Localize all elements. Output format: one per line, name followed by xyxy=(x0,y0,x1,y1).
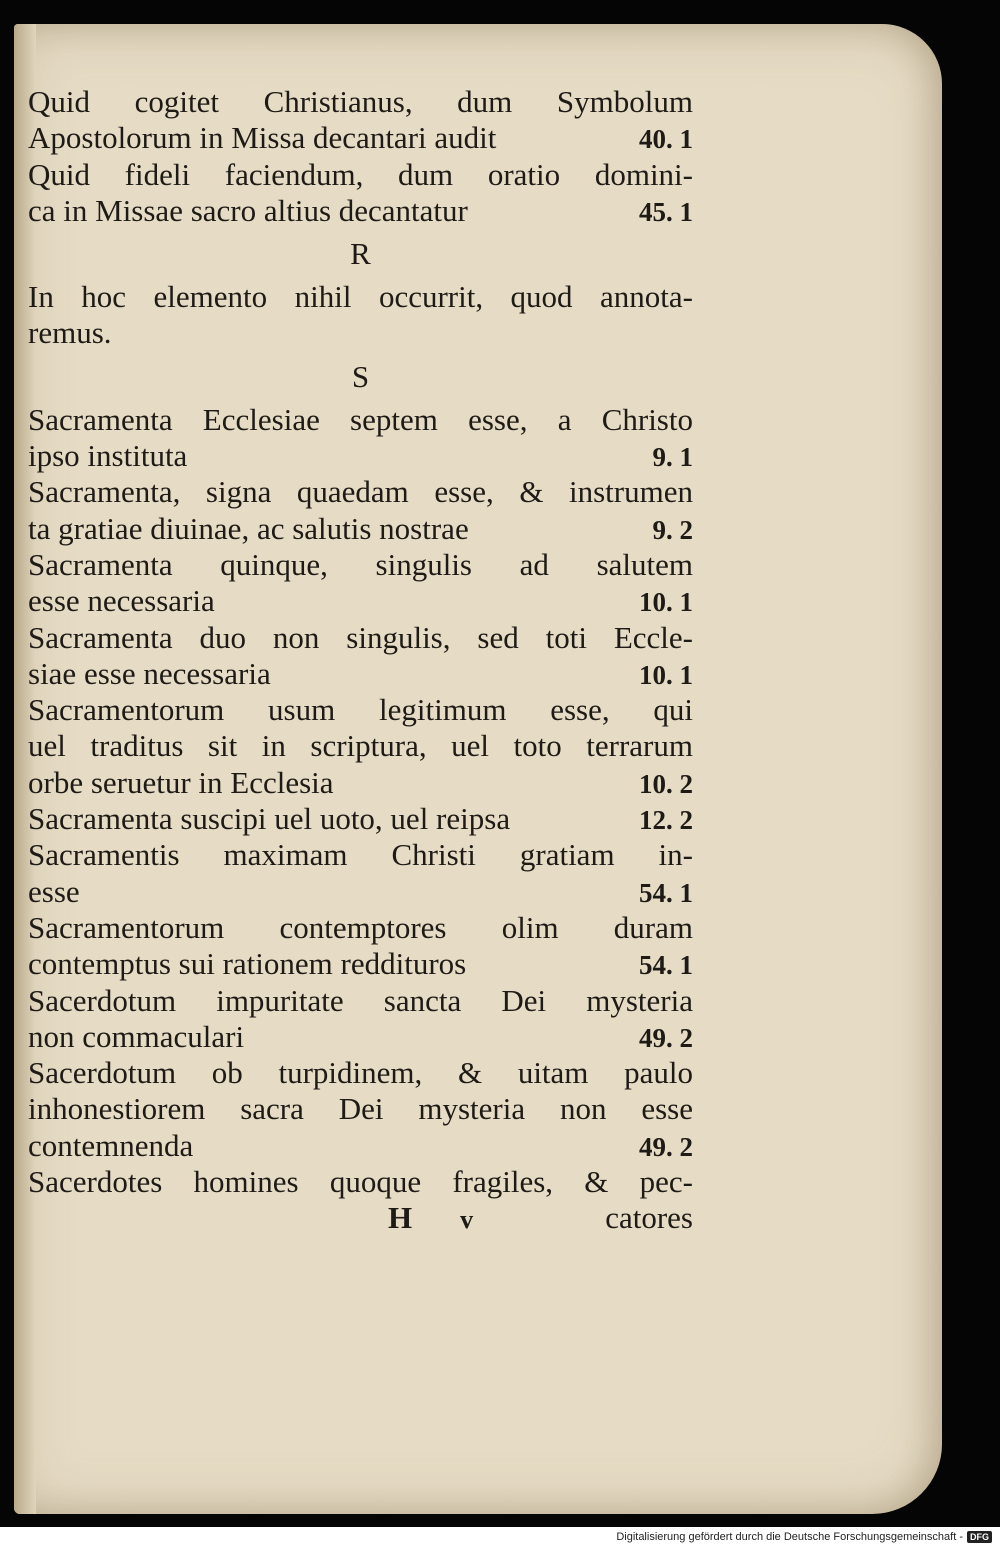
page-reference: 54. 1 xyxy=(639,950,693,981)
index-line-text: Sacramenta duo non singulis, sed toti Eccle- xyxy=(28,619,693,655)
index-line-text: esse necessaria xyxy=(28,583,215,619)
index-line-text: Sacramentis maximam Christi gratiam in- xyxy=(28,837,693,873)
index-line xyxy=(28,692,693,728)
index-line xyxy=(28,874,693,910)
index-line xyxy=(28,656,693,692)
index-line xyxy=(28,315,693,351)
page-reference: 10. 2 xyxy=(639,768,693,799)
index-line xyxy=(28,120,693,156)
index-line-text: remus. xyxy=(28,315,112,351)
index-line-text: ipso instituta xyxy=(28,438,188,474)
page-reference: 10. 1 xyxy=(639,587,693,618)
index-line xyxy=(28,511,693,547)
index-line-text: Sacramenta suscipi uel uoto, uel reipsa xyxy=(28,801,511,837)
footer-credit: Digitalisierung gefördert durch die Deutsche Forschungsgemeinschaft - xyxy=(616,1531,963,1543)
index-line xyxy=(28,837,693,873)
index-line-text: Quid cogitet Christianus, dum Symbolum xyxy=(28,84,693,119)
index-line xyxy=(28,402,693,438)
index-line-text: esse xyxy=(28,873,80,909)
index-line xyxy=(28,547,693,583)
signature-number: v xyxy=(460,1205,474,1235)
index-line-text: Sacerdotum ob turpidinem, & uitam paulo xyxy=(28,1055,693,1091)
index-line xyxy=(28,765,693,801)
index-entries-q xyxy=(28,84,693,229)
index-line xyxy=(28,157,693,193)
index-line-text: orbe seruetur in Ecclesia xyxy=(28,764,334,800)
index-line-text: Sacerdotes homines quoque fragiles, & pec- xyxy=(28,1164,693,1200)
index-line xyxy=(28,474,693,510)
page-reference: 49. 2 xyxy=(639,1022,693,1053)
index-line-text: Sacramenta Ecclesiae septem esse, a Christo xyxy=(28,401,693,437)
index-entries-s xyxy=(28,402,693,1201)
section-letter-r: R xyxy=(350,236,371,272)
index-line-text: Sacramenta quinque, singulis ad salutem xyxy=(28,546,693,582)
index-line-text: ca in Missae sacro altius decantatur xyxy=(28,192,468,228)
index-text xyxy=(28,84,693,1238)
index-line xyxy=(28,946,693,982)
page-reference: 40. 1 xyxy=(639,124,693,155)
page-reference: 9. 1 xyxy=(652,442,693,473)
index-line xyxy=(28,84,693,120)
dfg-logo: DFG xyxy=(967,1531,992,1543)
index-line xyxy=(28,910,693,946)
catchline xyxy=(28,1200,693,1238)
page-reference: 12. 2 xyxy=(639,805,693,836)
page-reference: 10. 1 xyxy=(639,659,693,690)
index-line-text: Sacramenta, signa quaedam esse, & instrumen xyxy=(28,474,693,510)
page-reference: 49. 2 xyxy=(639,1131,693,1162)
index-line xyxy=(28,1164,693,1200)
index-line xyxy=(28,801,693,837)
index-line xyxy=(28,1055,693,1091)
catchword: catores xyxy=(605,1200,693,1236)
index-line xyxy=(28,983,693,1019)
index-line xyxy=(28,438,693,474)
index-line xyxy=(28,193,693,229)
index-line-text: Quid fideli faciendum, dum oratio domini- xyxy=(28,156,693,192)
index-line-text: ta gratiae diuinae, ac salutis nostrae xyxy=(28,510,469,546)
index-line-text: inhonestiorem sacra Dei mysteria non esse xyxy=(28,1091,693,1127)
index-line-text: siae esse necessaria xyxy=(28,655,271,691)
index-line-text: Sacramentorum contemptores olim duram xyxy=(28,909,693,945)
index-line xyxy=(28,1091,693,1127)
index-line-text: Sacramentorum usum legitimum esse, qui xyxy=(28,692,693,728)
index-line-text: uel traditus sit in scriptura, uel toto terrarum xyxy=(28,728,693,764)
signature-mark: H xyxy=(388,1200,413,1236)
page-reference: 9. 2 xyxy=(652,514,693,545)
page-reference: 45. 1 xyxy=(639,196,693,227)
index-line xyxy=(28,620,693,656)
index-line-text: Apostolorum in Missa decantari audit xyxy=(28,120,497,156)
index-line xyxy=(28,279,693,315)
section-letter-s: S xyxy=(351,358,370,394)
index-line xyxy=(28,728,693,764)
digitization-footer xyxy=(0,1527,1000,1547)
index-line-text: non commaculari xyxy=(28,1018,245,1054)
index-line-text: contemnenda xyxy=(28,1127,194,1163)
index-line xyxy=(28,1128,693,1164)
index-line-text: contemptus sui rationem reddituros xyxy=(28,946,467,982)
index-entries-r xyxy=(28,279,693,352)
index-line xyxy=(28,1019,693,1055)
index-line xyxy=(28,583,693,619)
page-reference: 54. 1 xyxy=(639,877,693,908)
index-line-text: In hoc elemento nihil occurrit, quod annota- xyxy=(28,279,693,315)
index-line-text: Sacerdotum impuritate sancta Dei mysteria xyxy=(28,982,693,1018)
